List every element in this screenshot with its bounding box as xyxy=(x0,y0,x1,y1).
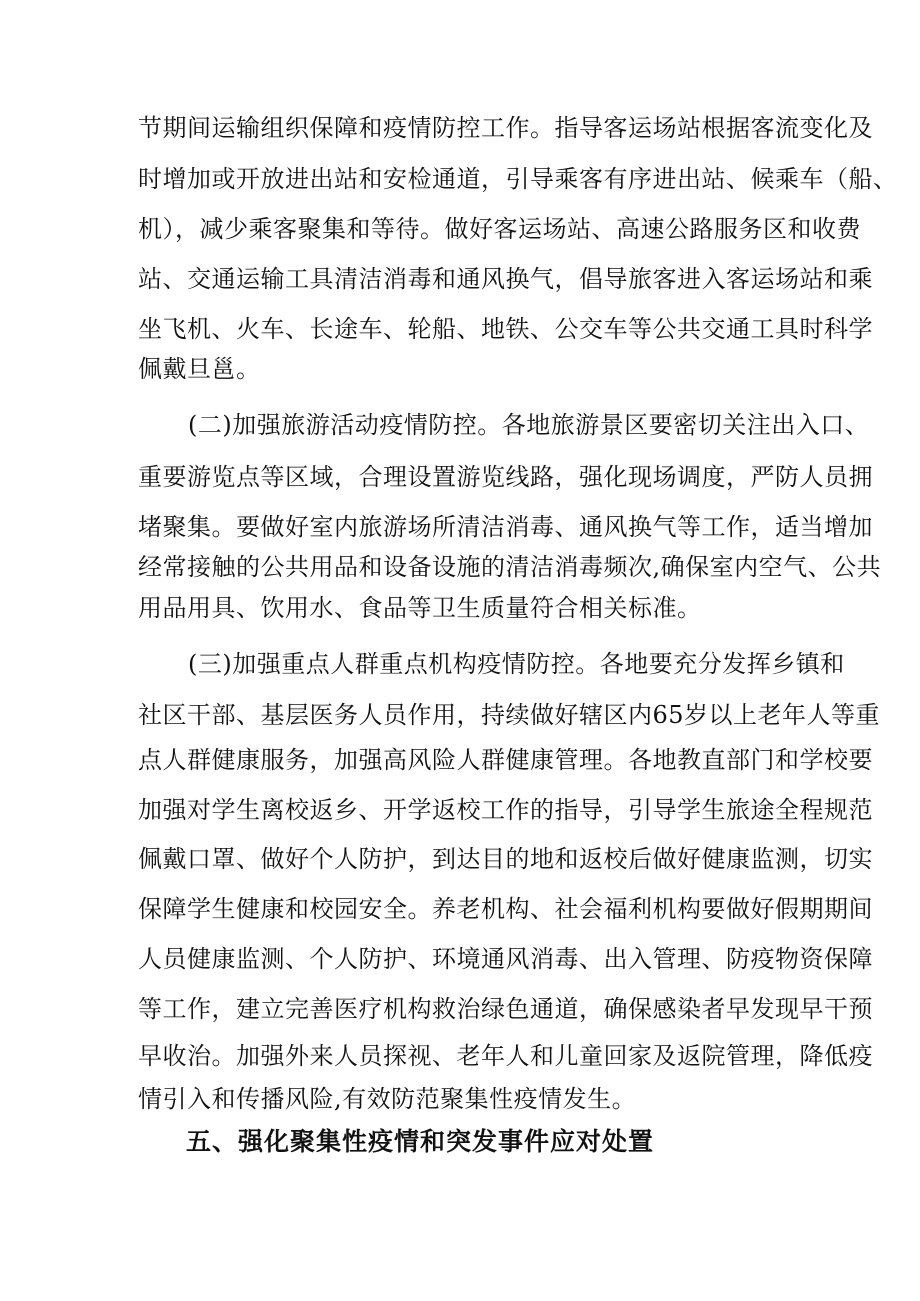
paragraph-3-line-4: 加强对学生离校返乡、开学返校工作的指导，引导学生旅途全程规范 xyxy=(138,796,873,824)
paragraph-1-line-6: 佩戴旦邕。 xyxy=(138,355,261,383)
paragraph-3-line-2: 社区干部、基层医务人员作用，持续做好辖区内65岁以上老年人等重 xyxy=(138,701,881,729)
paragraph-3-line-8: 等工作，建立完善医疗机构救治绿色通道，确保感染者早发现早干预 xyxy=(138,995,873,1023)
paragraph-2-line-2: 重要游览点等区域，合理设置游览线路，强化现场调度，严防人员拥 xyxy=(138,463,873,491)
paragraph-3-line-3: 点人群健康服务，加强高风险人群健康管理。各地教直部门和学校要 xyxy=(138,746,873,774)
paragraph-1-line-3: 机），减少乘客聚集和等待。做好客运场站、高速公路服务区和收费 xyxy=(138,215,861,243)
paragraph-3-line-7: 人员健康监测、个人防护、环境通风消毒、出入管理、防疫物资保障 xyxy=(138,945,873,973)
paragraph-2-line-4: 经常接触的公共用品和设备设施的清洁消毒频次,确保室内空气、公共 xyxy=(138,553,882,581)
paragraph-3-line-1: (三)加强重点人群重点机构疫情防控。各地要充分发挥乡镇和 xyxy=(188,650,845,678)
paragraph-1-line-2: 时增加或开放进出站和安检通道，引导乘客有序进出站、候乘车（船、 xyxy=(138,165,898,193)
paragraph-3-line-9: 早收治。加强外来人员探视、老年人和儿童回家及返院管理，降低疫 xyxy=(138,1042,873,1070)
paragraph-2-line-5: 用品用具、饮用水、食品等卫生质量符合相关标准。 xyxy=(138,594,702,622)
paragraph-3-line-6: 保障学生健康和校园安全。养老机构、社会福利机构要做好假期期间 xyxy=(138,895,873,923)
paragraph-3-line-5: 佩戴口罩、做好个人防护，到达目的地和返校后做好健康监测，切实 xyxy=(138,845,873,873)
paragraph-3-line-10: 情引入和传播风险,有效防范聚集性疫情发生。 xyxy=(138,1085,637,1113)
paragraph-1-line-4: 站、交通运输工具清洁消毒和通风换气，倡导旅客进入客运场站和乘 xyxy=(138,265,873,293)
paragraph-2-line-1: (二)加强旅游活动疫情防控。各地旅游景区要密切关注出入口、 xyxy=(188,411,870,439)
paragraph-1-line-1: 节期间运输组织保障和疫情防控工作。指导客运场站根据客流变化及 xyxy=(138,114,873,142)
paragraph-1-line-5: 坐飞机、火车、长途车、轮船、地铁、公交车等公共交通工具时科学 xyxy=(138,315,873,343)
paragraph-2-line-3: 堵聚集。要做好室内旅游场所清洁消毒、通风换气等工作，适当增加 xyxy=(138,513,873,541)
section-heading: 五、强化聚集性疫情和突发事件应对处置 xyxy=(186,1127,655,1156)
